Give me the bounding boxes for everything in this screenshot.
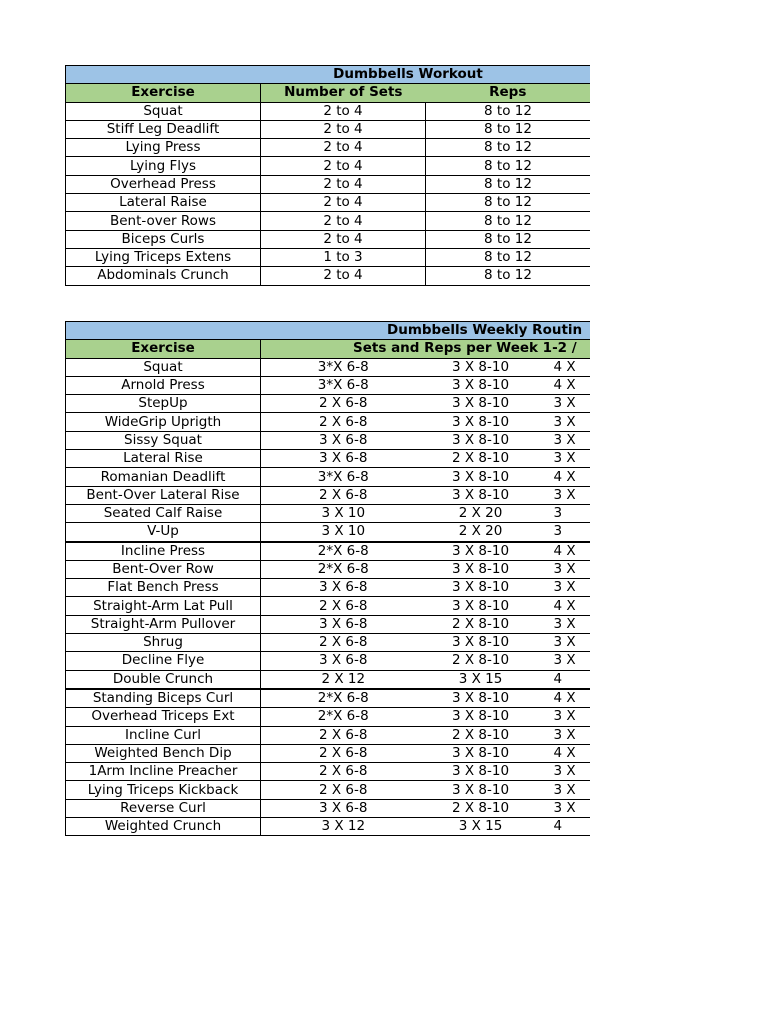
cell-reps: 8 to 12 — [426, 139, 591, 157]
cell-week-c: 3 X — [536, 652, 591, 670]
table-row — [66, 230, 591, 248]
cell-week-a: 3 X 10 — [261, 504, 426, 522]
table-row — [66, 597, 591, 615]
cell-exercise: Squat — [66, 358, 261, 376]
cell-week-a: 3 X 6-8 — [261, 652, 426, 670]
cell-week-b: 3 X 8-10 — [426, 781, 536, 799]
header-number-of-sets: Number of Sets — [261, 84, 426, 102]
cell-week-b: 3 X 8-10 — [426, 708, 536, 726]
cell-week-b: 3 X 8-10 — [426, 560, 536, 578]
cell-sets: 2 to 4 — [261, 230, 426, 248]
cell-week-c: 4 X — [536, 597, 591, 615]
cell-week-a: 2 X 6-8 — [261, 744, 426, 762]
cell-exercise: Seated Calf Raise — [66, 504, 261, 522]
cell-week-a: 3*X 6-8 — [261, 376, 426, 394]
cell-week-a: 2 X 6-8 — [261, 634, 426, 652]
table-header-row — [66, 340, 591, 358]
cell-week-b: 3 X 8-10 — [426, 395, 536, 413]
table-row — [66, 726, 591, 744]
cell-exercise: WideGrip Uprigth — [66, 413, 261, 431]
cell-week-c: 3 X — [536, 431, 591, 449]
cell-sets: 2 to 4 — [261, 139, 426, 157]
table-row — [66, 670, 591, 689]
cell-week-c: 4 X — [536, 744, 591, 762]
cell-week-c: 3 X — [536, 726, 591, 744]
cell-week-b: 3 X 8-10 — [426, 634, 536, 652]
cell-week-c: 3 — [536, 504, 591, 522]
cell-exercise: Sissy Squat — [66, 431, 261, 449]
cell-week-b: 3 X 8-10 — [426, 597, 536, 615]
cell-exercise: Lying Triceps Extens — [66, 248, 261, 266]
table-row — [66, 102, 591, 120]
cell-sets: 2 to 4 — [261, 157, 426, 175]
cell-exercise: Lying Triceps Kickback — [66, 781, 261, 799]
cell-exercise: Straight-Arm Lat Pull — [66, 597, 261, 615]
cell-week-a: 3 X 6-8 — [261, 579, 426, 597]
cell-week-b: 3 X 8-10 — [426, 542, 536, 561]
cell-week-a: 2 X 6-8 — [261, 726, 426, 744]
cell-exercise: Double Crunch — [66, 670, 261, 689]
cell-week-b: 2 X 8-10 — [426, 450, 536, 468]
table-row — [66, 523, 591, 542]
table-row — [66, 120, 591, 138]
cell-exercise: Standing Biceps Curl — [66, 689, 261, 708]
table-title-row — [66, 322, 591, 340]
dumbbells-workout-table — [65, 65, 590, 286]
cell-week-b: 2 X 20 — [426, 504, 536, 522]
cell-week-a: 2 X 6-8 — [261, 486, 426, 504]
cell-week-a: 3 X 6-8 — [261, 799, 426, 817]
table-row — [66, 504, 591, 522]
cell-exercise: Biceps Curls — [66, 230, 261, 248]
cell-sets: 1 to 3 — [261, 248, 426, 266]
cell-week-c: 3 X — [536, 413, 591, 431]
table-row — [66, 560, 591, 578]
cell-week-a: 3 X 6-8 — [261, 450, 426, 468]
cell-reps: 8 to 12 — [426, 230, 591, 248]
cell-reps: 8 to 12 — [426, 194, 591, 212]
cell-reps: 8 to 12 — [426, 157, 591, 175]
cell-exercise: Bent-Over Row — [66, 560, 261, 578]
cell-week-c: 4 X — [536, 468, 591, 486]
cell-exercise: Overhead Press — [66, 175, 261, 193]
table1-body — [66, 102, 591, 285]
cell-sets: 2 to 4 — [261, 102, 426, 120]
cell-reps: 8 to 12 — [426, 175, 591, 193]
table-header-row — [66, 84, 591, 102]
dumbbells-weekly-routine-table — [65, 321, 590, 836]
cell-week-b: 2 X 20 — [426, 523, 536, 542]
cell-week-a: 2 X 12 — [261, 670, 426, 689]
table-row — [66, 450, 591, 468]
table-row — [66, 708, 591, 726]
cell-week-b: 3 X 15 — [426, 818, 536, 836]
cell-week-c: 4 — [536, 670, 591, 689]
cell-exercise: Overhead Triceps Ext — [66, 708, 261, 726]
cell-week-b: 3 X 8-10 — [426, 486, 536, 504]
cell-exercise: Lying Flys — [66, 157, 261, 175]
cell-week-c: 3 X — [536, 708, 591, 726]
table-row — [66, 486, 591, 504]
cell-week-c: 4 X — [536, 542, 591, 561]
cell-reps: 8 to 12 — [426, 267, 591, 285]
cell-week-a: 2 X 6-8 — [261, 763, 426, 781]
table-row — [66, 431, 591, 449]
cell-week-c: 3 X — [536, 450, 591, 468]
cell-week-b: 3 X 8-10 — [426, 763, 536, 781]
cell-week-a: 3 X 6-8 — [261, 615, 426, 633]
cell-exercise: Romanian Deadlift — [66, 468, 261, 486]
table-row — [66, 579, 591, 597]
table1-title: Dumbbells Workout — [66, 66, 591, 84]
cell-week-a: 2 X 6-8 — [261, 413, 426, 431]
table-row — [66, 689, 591, 708]
table-row — [66, 413, 591, 431]
cell-week-c: 3 X — [536, 560, 591, 578]
table-row — [66, 248, 591, 266]
table-row — [66, 781, 591, 799]
table-row — [66, 376, 591, 394]
cell-week-a: 2*X 6-8 — [261, 542, 426, 561]
header-reps: Reps — [426, 84, 591, 102]
table-row — [66, 799, 591, 817]
cell-exercise: Stiff Leg Deadlift — [66, 120, 261, 138]
cell-week-a: 2*X 6-8 — [261, 560, 426, 578]
cell-reps: 8 to 12 — [426, 212, 591, 230]
table2-title: Dumbbells Weekly Routin — [66, 322, 591, 340]
cell-week-b: 2 X 8-10 — [426, 799, 536, 817]
cell-exercise: Shrug — [66, 634, 261, 652]
cell-week-b: 2 X 8-10 — [426, 726, 536, 744]
cell-exercise: Abdominals Crunch — [66, 267, 261, 285]
table-row — [66, 615, 591, 633]
cell-week-c: 3 X — [536, 615, 591, 633]
table-row — [66, 744, 591, 762]
cell-sets: 2 to 4 — [261, 194, 426, 212]
cell-exercise: Weighted Crunch — [66, 818, 261, 836]
cell-sets: 2 to 4 — [261, 267, 426, 285]
cell-week-a: 3 X 10 — [261, 523, 426, 542]
cell-week-c: 4 X — [536, 358, 591, 376]
table-row — [66, 139, 591, 157]
cell-exercise: Incline Curl — [66, 726, 261, 744]
cell-week-b: 3 X 8-10 — [426, 468, 536, 486]
table-row — [66, 267, 591, 285]
header-exercise: Exercise — [66, 340, 261, 358]
table-row — [66, 763, 591, 781]
cell-week-b: 2 X 8-10 — [426, 615, 536, 633]
cell-week-b: 3 X 8-10 — [426, 413, 536, 431]
cell-week-a: 3*X 6-8 — [261, 358, 426, 376]
cell-sets: 2 to 4 — [261, 175, 426, 193]
table-row — [66, 468, 591, 486]
table-row — [66, 194, 591, 212]
cell-week-c: 4 X — [536, 376, 591, 394]
cell-week-a: 2 X 6-8 — [261, 781, 426, 799]
cell-exercise: Lateral Rise — [66, 450, 261, 468]
cell-week-c: 4 — [536, 818, 591, 836]
cell-week-c: 4 X — [536, 689, 591, 708]
cell-week-a: 3 X 12 — [261, 818, 426, 836]
cell-week-b: 3 X 8-10 — [426, 579, 536, 597]
cell-exercise: Flat Bench Press — [66, 579, 261, 597]
header-sets-and-reps: Sets and Reps per Week 1-2 / — [261, 340, 591, 358]
cell-week-c: 3 — [536, 523, 591, 542]
cell-exercise: Squat — [66, 102, 261, 120]
table-title-row — [66, 66, 591, 84]
cell-exercise: Decline Flye — [66, 652, 261, 670]
cell-sets: 2 to 4 — [261, 212, 426, 230]
cell-week-a: 3 X 6-8 — [261, 431, 426, 449]
cell-reps: 8 to 12 — [426, 120, 591, 138]
cell-week-b: 3 X 8-10 — [426, 689, 536, 708]
cell-exercise: V-Up — [66, 523, 261, 542]
cell-week-a: 3*X 6-8 — [261, 468, 426, 486]
cell-reps: 8 to 12 — [426, 248, 591, 266]
cell-week-a: 2 X 6-8 — [261, 597, 426, 615]
cell-exercise: Lying Press — [66, 139, 261, 157]
cell-exercise: Lateral Raise — [66, 194, 261, 212]
cell-exercise: Incline Press — [66, 542, 261, 561]
cell-week-c: 3 X — [536, 763, 591, 781]
cell-sets: 2 to 4 — [261, 120, 426, 138]
cell-reps: 8 to 12 — [426, 102, 591, 120]
cell-exercise: Arnold Press — [66, 376, 261, 394]
table-row — [66, 542, 591, 561]
cell-week-a: 2*X 6-8 — [261, 689, 426, 708]
cell-exercise: Bent-Over Lateral Rise — [66, 486, 261, 504]
cell-exercise: Straight-Arm Pullover — [66, 615, 261, 633]
cell-exercise: 1Arm Incline Preacher — [66, 763, 261, 781]
table-row — [66, 634, 591, 652]
cell-week-b: 3 X 8-10 — [426, 744, 536, 762]
cell-week-a: 2*X 6-8 — [261, 708, 426, 726]
cell-week-b: 3 X 8-10 — [426, 376, 536, 394]
table-row — [66, 818, 591, 836]
cell-week-c: 3 X — [536, 395, 591, 413]
table-row — [66, 212, 591, 230]
cell-week-c: 3 X — [536, 634, 591, 652]
cell-week-c: 3 X — [536, 799, 591, 817]
table-row — [66, 652, 591, 670]
cell-exercise: Reverse Curl — [66, 799, 261, 817]
cell-week-c: 3 X — [536, 781, 591, 799]
table-row — [66, 157, 591, 175]
cell-exercise: Weighted Bench Dip — [66, 744, 261, 762]
cell-week-c: 3 X — [536, 486, 591, 504]
cell-week-b: 3 X 8-10 — [426, 358, 536, 376]
cell-week-b: 3 X 8-10 — [426, 431, 536, 449]
table-row — [66, 395, 591, 413]
table-row — [66, 358, 591, 376]
cell-week-a: 2 X 6-8 — [261, 395, 426, 413]
header-exercise: Exercise — [66, 84, 261, 102]
cell-week-b: 2 X 8-10 — [426, 652, 536, 670]
table2-body — [66, 358, 591, 836]
cell-week-c: 3 X — [536, 579, 591, 597]
cell-exercise: StepUp — [66, 395, 261, 413]
table-row — [66, 175, 591, 193]
cell-exercise: Bent-over Rows — [66, 212, 261, 230]
cell-week-b: 3 X 15 — [426, 670, 536, 689]
